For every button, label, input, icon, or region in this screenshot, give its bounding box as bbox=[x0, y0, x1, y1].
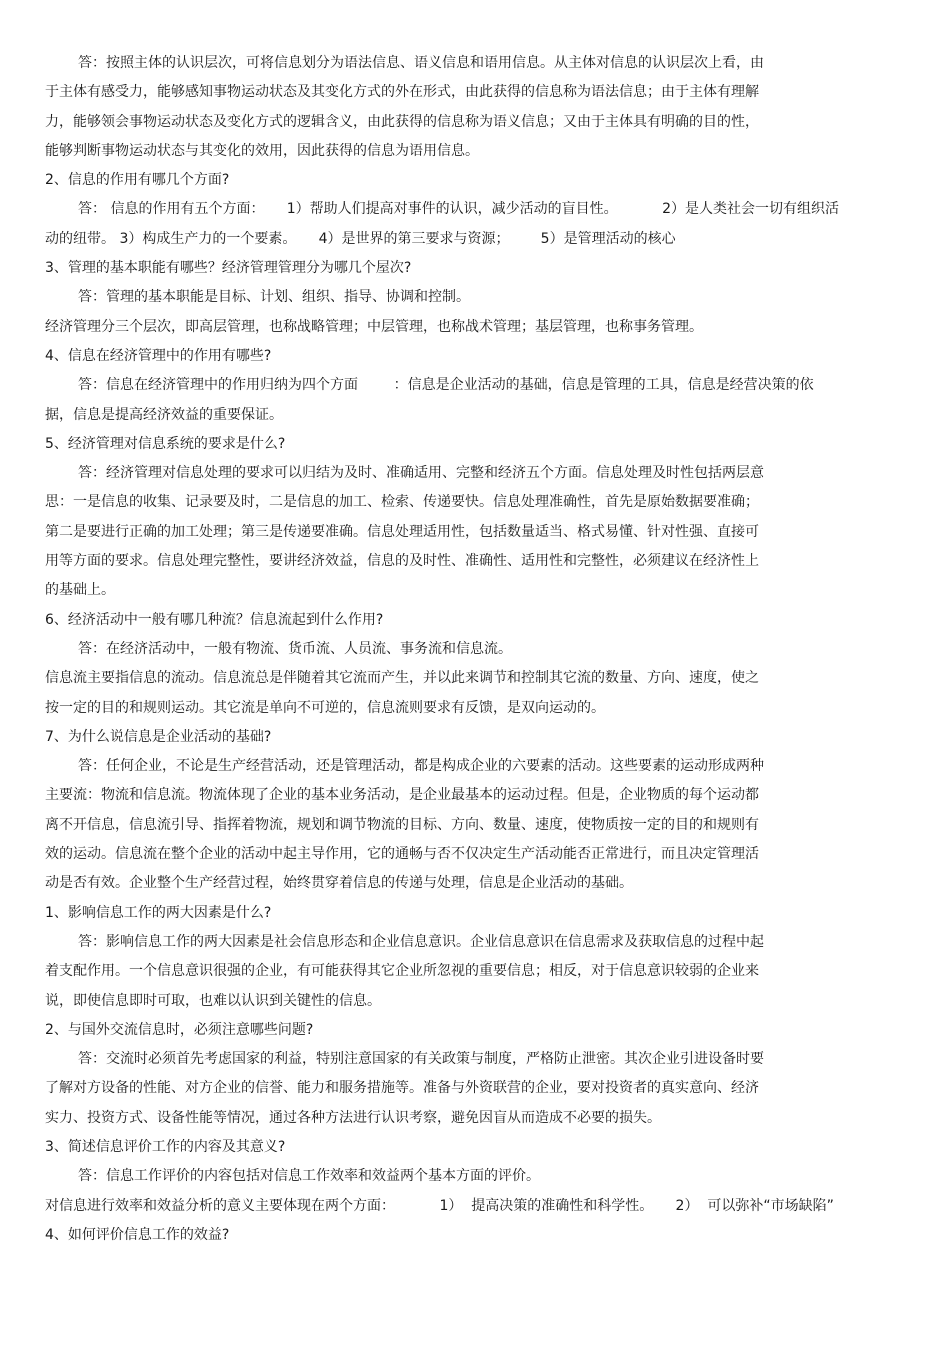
answer-line: 信息流主要指信息的流动。信息流总是伴随着其它流而产生，并以此来调节和控制其它流的数量、方向、速度，使之 bbox=[45, 670, 759, 687]
question-heading: 4、信息在经济管理中的作用有哪些? bbox=[45, 347, 272, 364]
answer-line: 的基础上。 bbox=[45, 582, 115, 599]
answer-line: 据，信息是提高经济效益的重要保证。 bbox=[45, 406, 283, 423]
answer-line: 主要流：物流和信息流。物流体现了企业的基本业务活动，是企业最基本的运动过程。但是，企业物质的每个运动都 bbox=[45, 787, 759, 804]
answer-line: 实力、投资方式、设备性能等情况，通过各种方法进行认识考察，避免因盲从而造成不必要的损失。 bbox=[45, 1109, 661, 1126]
answer-line: 说，即使信息即时可取，也难以认识到关键性的信息。 bbox=[45, 992, 381, 1009]
question-heading: 3、简述信息评价工作的内容及其意义? bbox=[45, 1138, 286, 1155]
answer-line: 答： 信息的作用有五个方面： 1）帮助人们提高对事件的认识，减少活动的盲目性。 2）是人类社会一切有组织活 bbox=[78, 201, 840, 218]
answer-line: 动是否有效。企业整个生产经营过程，始终贯穿着信息的传递与处理，信息是企业活动的基础。 bbox=[45, 875, 633, 892]
answer-line: 答：管理的基本职能是目标、计划、组织、指导、协调和控制。 bbox=[78, 289, 470, 306]
answer-line: 离不开信息，信息流引导、指挥着物流，规划和调节物流的目标、方向、数量、速度，使物质按一定的目的和规则有 bbox=[45, 816, 759, 833]
answer-line: 答：信息在经济管理中的作用归纳为四个方面 ：信息是企业活动的基础，信息是管理的工具，信息是经营决策的依 bbox=[78, 377, 814, 394]
question-heading: 7、为什么说信息是企业活动的基础? bbox=[45, 728, 272, 745]
question-heading: 2、信息的作用有哪几个方面? bbox=[45, 172, 230, 189]
question-heading: 2、与国外交流信息时，必须注意哪些问题? bbox=[45, 1021, 314, 1038]
answer-line: 于主体有感受力，能够感知事物运动状态及其变化方式的外在形式，由此获得的信息称为语法信息；由于主体有理解 bbox=[45, 84, 759, 101]
answer-line: 对信息进行效率和效益分析的意义主要体现在两个方面： 1） 提高决策的准确性和科学性。 2） 可以弥补“市场缺陷” bbox=[45, 1197, 834, 1214]
answer-line: 了解对方设备的性能、对方企业的信誉、能力和服务措施等。准备与外资联营的企业，要对投资者的真实意向、经济 bbox=[45, 1080, 759, 1097]
answer-line: 答：交流时必须首先考虑国家的利益，特别注意国家的有关政策与制度，严格防止泄密。其次企业引进设备时要 bbox=[78, 1051, 764, 1068]
answer-line: 动的纽带。 3）构成生产力的一个要素。 4）是世界的第三要求与资源； 5）是管理活动的核心 bbox=[45, 230, 676, 247]
question-heading: 6、经济活动中一般有哪几种流？信息流起到什么作用? bbox=[45, 611, 384, 628]
question-heading: 1、影响信息工作的两大因素是什么? bbox=[45, 904, 272, 921]
answer-line: 第二是要进行正确的加工处理；第三是传递要准确。信息处理适用性，包括数量适当、格式易懂、针对性强、直接可 bbox=[45, 523, 759, 540]
answer-line: 答：影响信息工作的两大因素是社会信息形态和企业信息意识。企业信息意识在信息需求及获取信息的过程中起 bbox=[78, 933, 764, 950]
answer-line: 答：信息工作评价的内容包括对信息工作效率和效益两个基本方面的评价。 bbox=[78, 1168, 540, 1185]
answer-line: 思：一是信息的收集、记录要及时，二是信息的加工、检索、传递要快。信息处理准确性，首先是原始数据要准确； bbox=[45, 494, 759, 511]
answer-line: 力，能够领会事物运动状态及变化方式的逻辑含义，由此获得的信息称为语义信息；又由于主体具有明确的目的性， bbox=[45, 113, 759, 130]
answer-line: 用等方面的要求。信息处理完整性，要讲经济效益，信息的及时性、准确性、适用性和完整性，必须建议在经济性上 bbox=[45, 553, 759, 570]
question-heading: 4、如何评价信息工作的效益? bbox=[45, 1226, 230, 1243]
answer-line: 答：在经济活动中，一般有物流、货币流、人员流、事务流和信息流。 bbox=[78, 640, 512, 657]
answer-line: 答：按照主体的认识层次，可将信息划分为语法信息、语义信息和语用信息。从主体对信息的认识层次上看，由 bbox=[78, 55, 764, 71]
question-heading: 3、管理的基本职能有哪些？经济管理管理分为哪几个屋次? bbox=[45, 260, 412, 277]
question-heading: 5、经济管理对信息系统的要求是什么? bbox=[45, 435, 286, 452]
answer-line: 答：经济管理对信息处理的要求可以归结为及时、准确适用、完整和经济五个方面。信息处理及时性包括两层意 bbox=[78, 465, 764, 482]
answer-line: 着支配作用。一个信息意识很强的企业，有可能获得其它企业所忽视的重要信息；相反，对于信息意识较弱的企业来 bbox=[45, 963, 759, 980]
answer-line: 按一定的目的和规则运动。其它流是单向不可逆的，信息流则要求有反馈，是双向运动的。 bbox=[45, 699, 605, 716]
answer-line: 效的运动。信息流在整个企业的活动中起主导作用，它的通畅与否不仅决定生产活动能否正常进行，而且决定管理活 bbox=[45, 846, 759, 863]
answer-line: 答：任何企业，不论是生产经营活动，还是管理活动，都是构成企业的六要素的活动。这些要素的运动形成两种 bbox=[78, 758, 764, 775]
answer-line: 经济管理分三个层次，即高层管理，也称战略管理；中层管理，也称战术管理；基层管理，也称事务管理。 bbox=[45, 318, 703, 335]
answer-line: 能够判断事物运动状态与其变化的效用，因此获得的信息为语用信息。 bbox=[45, 142, 479, 159]
